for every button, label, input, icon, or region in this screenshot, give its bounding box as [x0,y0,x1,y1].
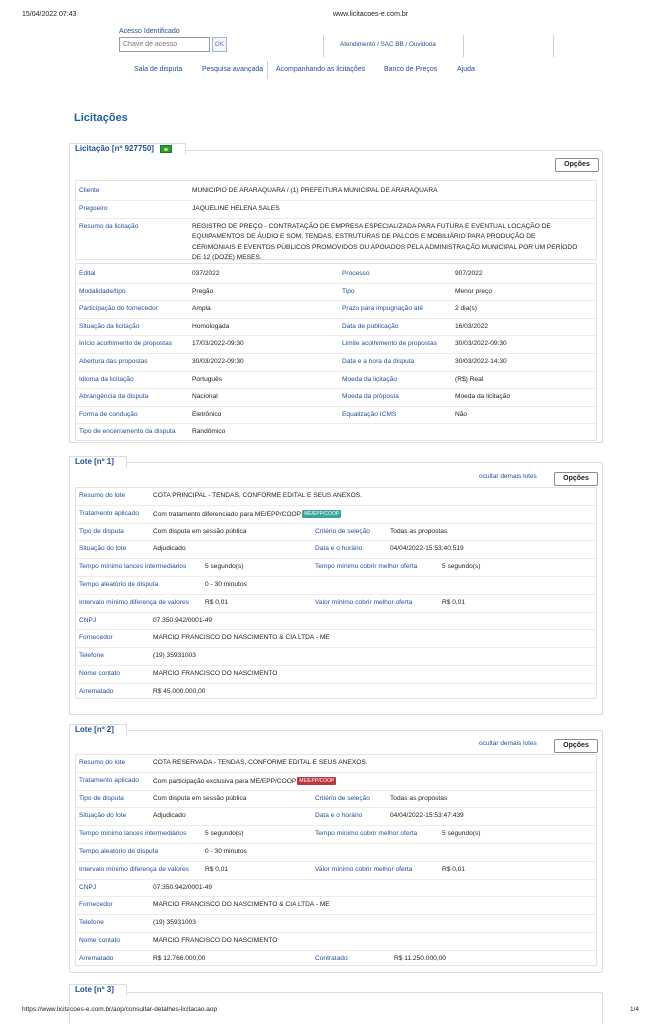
divider [323,35,324,57]
field-label: Critério de seleção [315,795,370,802]
field-label: Edital [79,270,96,277]
field-label: Situação do lote [79,812,127,819]
field-label: Participação do fornecedor [79,305,158,312]
opcoes-button[interactable]: Opções [554,739,598,753]
field-value: Pregão [192,288,214,295]
field-label: Tipo de disputa [79,528,124,535]
field-label: Tipo de encerramento da disputa [79,428,176,435]
print-site: www.licitacoes-e.com.br [333,11,409,18]
nav-acompanhando[interactable]: Acompanhando as licitações [276,66,366,73]
lote-1-title: Lote [nº 1] [71,457,118,466]
resumo-lote-label: Resumo do lote [79,492,126,499]
telefone-label: Telefone [79,919,104,926]
page-title: Licitações [74,112,128,124]
tratamento-label: Tratamento aplicado [79,777,139,784]
arrematado-value: R$ 12.766.000,00 [153,955,206,962]
nav-banco-de-precos[interactable]: Banco de Preços [384,66,438,73]
contato-label: Nome contato [79,670,121,677]
cliente-label: Cliente [79,187,100,194]
tratamento-value [153,510,341,518]
contato-value: MARCIO FRANCISCO DO NASCIMENTO [153,670,278,677]
field-label: Equalização ICMS [342,411,397,418]
me-epp-coop-badge: ME/EPP/COOP [304,511,340,517]
field-label: Processo [342,270,370,277]
field-value: Todas as propostas [390,795,448,802]
divider [553,35,554,57]
grid-row-divider [76,353,596,371]
opcoes-button[interactable]: Opções [555,158,599,172]
field-value: 037/2022 [192,270,220,277]
field-label: Tempo aleatório de disputa [79,848,159,855]
field-label: Moeda da proposta [342,393,399,400]
ocultar-lotes-link[interactable]: ocultar demais lotes [479,740,537,747]
tratamento-text: Com participação exclusiva para ME/EPP/COOP [153,778,297,785]
fornecedor-value: MARCIO FRANCISCO DO NASCIMENTO & CIA LTDA - ME [153,634,330,641]
field-label: Valor mínimo cobrir melhor oferta [315,599,413,606]
field-label: Data e a hora da disputa [342,358,415,365]
field-value: 0 - 30 minutos [205,848,247,855]
fornecedor-label: Fornecedor [79,901,113,908]
print-page: 1/4 [630,1006,640,1013]
field-value: 0 - 30 minutos [205,581,247,588]
field-label: Intervalo mínimo diferença de valores [79,599,189,606]
cnpj-label: CNPJ [79,617,97,624]
field-value: Adjudicado [153,812,186,819]
lote-3-title: Lote [nº 3] [71,985,118,994]
nav-pesquisa-avancada[interactable]: Pesquisa avançada [202,66,264,73]
tratamento-value [153,777,336,785]
field-value: 30/03/2022-14:30 [455,358,507,365]
field-value: 907/2022 [455,270,483,277]
grid-row-divider [76,283,596,301]
field-value: Com disputa em sessão pública [153,528,247,535]
contratado-label: Contratado [315,955,348,962]
cnpj-value: 07.350.942/0001-49 [153,884,213,891]
ok-button[interactable]: OK [212,37,227,52]
field-label: Data de publicação [342,323,399,330]
grid-row-divider [76,388,596,406]
field-label: Prazo para impugnação até [342,305,424,312]
field-label: Início acolhimento de propostas [79,340,173,347]
divider [463,35,464,57]
field-value: 5 segundo(s) [205,830,244,837]
tratamento-text: Com tratamento diferenciado para ME/EPP/COOP [153,511,302,518]
field-label: Intervalo mínimo diferença de valores [79,866,189,873]
field-value: 17/03/2022-09:30 [192,340,244,347]
field-label: Idioma da licitação [79,376,134,383]
field-label: Tempo mínimo cobrir melhor oferta [315,830,418,837]
opcoes-button[interactable]: Opções [554,472,598,486]
field-value: Nacional [192,393,218,400]
field-label: Abrangência da disputa [79,393,149,400]
field-value: 30/03/2022-09:30 [455,340,507,347]
access-key-input[interactable] [119,37,210,52]
field-value: Todas as propostas [390,528,448,535]
contato-value: MARCIO FRANCISCO DO NASCIMENTO [153,937,278,944]
lote-3-panel [69,992,603,1024]
resumo-licitacao-label: Resumo da licitação [79,223,139,230]
cnpj-value: 07.350.942/0001-49 [153,617,213,624]
field-value: 2 dia(s) [455,305,477,312]
grid-row-divider [76,318,596,336]
field-label: Tempo mínimo cobrir melhor oferta [315,563,418,570]
field-label: Critério de seleção [315,528,370,535]
login-label: Acesso Identificado [119,28,180,35]
field-value: R$ 0,01 [442,866,466,873]
me-epp-coop-badge: ME/EPP/COOP [299,778,335,784]
resumo-lote-value: COTA PRINCIPAL - TENDAS, CONFORME EDITAL E SEUS ANEXOS. [153,492,362,499]
field-value: R$ 0,01 [205,599,229,606]
field-label: Tipo de disputa [79,795,124,802]
print-url: https://www.licitacoes-e.com.br/aop/consultar-detalhes-licitacao.aop [22,1006,218,1013]
field-value: Menor preço [455,288,493,295]
field-value: Randômico [192,428,226,435]
resumo-licitacao-value: REGISTRO DE PREÇO - CONTRATAÇÃO DE EMPRESA ESPECIALIZADA PARA FUTURA E EVENTUAL LOCAÇÃO DE EQUIPAMENTOS DE ÁUDIO E SOM, TENDAS, ESTRUTURAS DE PALCOS E MOBILIÁRIO PARA PRODUÇÃO DE CERIMONIAIS E EVENTOS PÚBLICOS PROMOVIDOS OU APOIADOS PELA ADMINISTRAÇÃO MUNICIPAL POR UM PERÍODO DE 12 (DOZE) MESES. [192,223,578,262]
field-label: Abertura das propostas [79,358,148,365]
tratamento-label: Tratamento aplicado [79,510,139,517]
field-value: 30/03/2022-09:30 [192,358,244,365]
contato-label: Nome contato [79,937,121,944]
arrematado-value: R$ 45.000.000,00 [153,688,206,695]
field-label: Tempo aleatório de disputa [79,581,159,588]
field-value: 16/03/2022 [455,323,489,330]
ocultar-lotes-link[interactable]: ocultar demais lotes [479,473,537,480]
field-value: Adjudicado [153,545,186,552]
pregoeiro-label: Pregoeiro [79,205,108,212]
cliente-value: MUNICIPIO DE ARARAQUARA / (1) PREFEITURA MUNICIPAL DE ARARAQUARA [192,187,438,194]
telefone-value: (19) 35931003 [153,919,196,926]
field-label: Moeda da licitação [342,376,397,383]
field-label: Situação da licitação [79,323,140,330]
field-label: Forma de condução [79,411,138,418]
field-value: Ampla [192,305,211,312]
arrematado-label: Arrematado [79,688,114,695]
grid-row-divider [76,406,596,424]
arrematado-label: Arrematado [79,955,114,962]
resumo-lote-value: COTA RESERVADA - TENDAS, CONFORME EDITAL E SEUS ANEXOS. [153,759,368,766]
nav-sala-de-disputa[interactable]: Sala de disputa [134,66,183,73]
contratado-value: R$ 11.250.000,00 [394,955,446,962]
lote-2-title: Lote [nº 2] [71,725,118,734]
field-label: Modalidade/tipo [79,288,126,295]
pregoeiro-value: JAQUELINE HELENA SALES [192,205,280,212]
nav-ajuda[interactable]: Ajuda [457,66,475,73]
field-value: 04/04/2022-15:53:40:519 [390,545,464,552]
field-value: Moeda da licitação [455,393,510,400]
field-value: 5 segundo(s) [442,830,481,837]
brazil-flag-icon [160,145,172,153]
field-label: Tempo mínimo lances intermediários [79,830,187,837]
telefone-label: Telefone [79,652,104,659]
field-value: 5 segundo(s) [442,563,481,570]
field-value: R$ 0,01 [442,599,466,606]
print-datetime: 15/04/2022 07:43 [22,11,77,18]
divider [267,61,268,79]
fornecedor-label: Fornecedor [79,634,113,641]
grid-row-divider [76,371,596,389]
resumo-lote-label: Resumo do lote [79,759,126,766]
field-label: Valor mínimo cobrir melhor oferta [315,866,413,873]
field-value: Eletrônico [192,411,222,418]
fornecedor-value: MARCIO FRANCISCO DO NASCIMENTO & CIA LTDA - ME [153,901,330,908]
field-label: Data e o horário [315,545,363,552]
field-label: Limite acolhimento de propostas [342,340,437,347]
telefone-value: (19) 35931003 [153,652,196,659]
atendimento-link[interactable]: Atendimento / SAC BB / Ouvidoria [340,41,436,48]
field-value: (R$) Real [455,376,484,383]
field-label: Data e o horário [315,812,363,819]
field-value: 04/04/2022-15:53:47:439 [390,812,464,819]
field-label: Situação do lote [79,545,127,552]
cnpj-label: CNPJ [79,884,97,891]
field-value: R$ 0,01 [205,866,229,873]
field-value: 5 segundo(s) [205,563,244,570]
field-value: Português [192,376,223,383]
field-value: Não [455,411,468,418]
field-label: Tipo [342,288,355,295]
licitacao-title: Licitação [nº 927750] [71,144,158,153]
field-label: Tempo mínimo lances intermediários [79,563,187,570]
field-value: Homologada [192,323,230,330]
field-value: Com disputa em sessão pública [153,795,247,802]
